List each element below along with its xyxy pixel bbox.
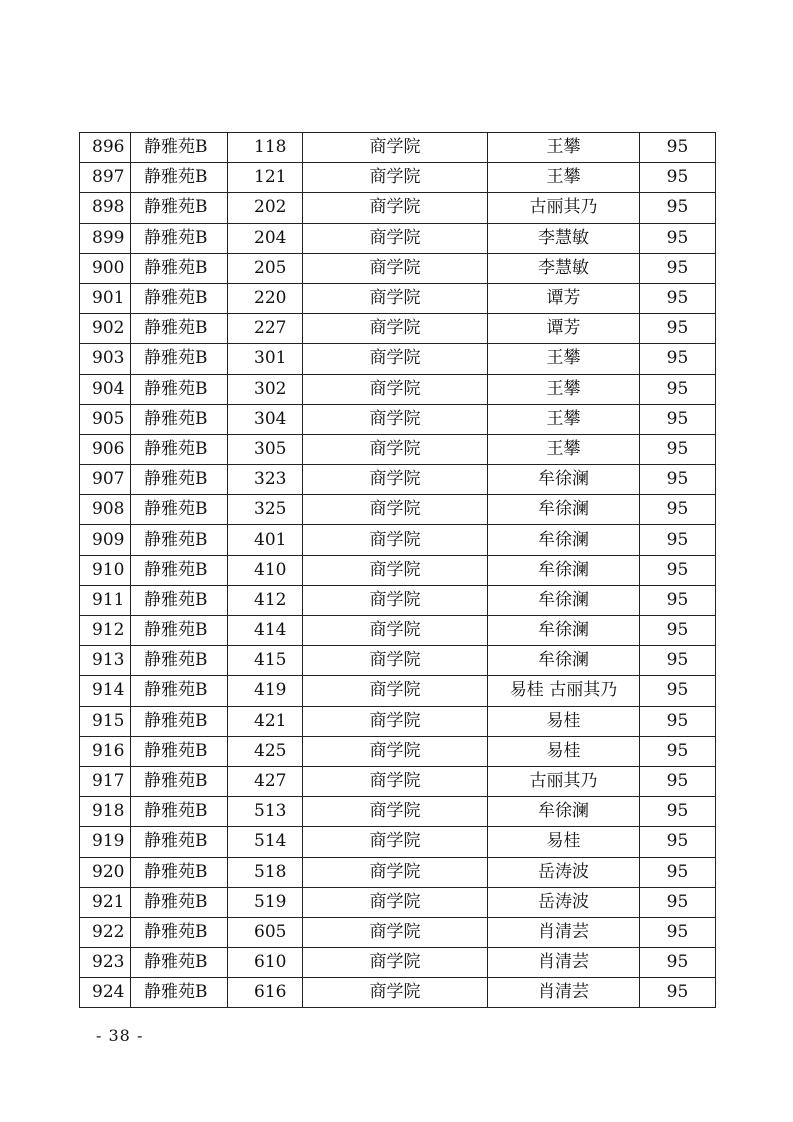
cell-number: 917	[80, 766, 131, 796]
cell-college: 商学院	[303, 525, 488, 555]
cell-building: 静雅苑B	[131, 525, 228, 555]
cell-room: 414	[228, 616, 303, 646]
cell-room: 514	[228, 827, 303, 857]
cell-number: 922	[80, 917, 131, 947]
cell-number: 923	[80, 948, 131, 978]
cell-building: 静雅苑B	[131, 948, 228, 978]
cell-college: 商学院	[303, 374, 488, 404]
table-row	[80, 404, 716, 434]
cell-number: 909	[80, 525, 131, 555]
cell-building: 静雅苑B	[131, 344, 228, 374]
cell-score: 95	[640, 797, 716, 827]
cell-number: 902	[80, 314, 131, 344]
cell-room: 323	[228, 465, 303, 495]
cell-teacher: 牟徐澜	[488, 616, 640, 646]
cell-teacher: 古丽其乃	[488, 766, 640, 796]
cell-score: 95	[640, 616, 716, 646]
cell-teacher: 易桂 古丽其乃	[488, 676, 640, 706]
cell-number: 906	[80, 434, 131, 464]
cell-room: 513	[228, 797, 303, 827]
cell-score: 95	[640, 223, 716, 253]
cell-college: 商学院	[303, 555, 488, 585]
cell-building: 静雅苑B	[131, 193, 228, 223]
cell-number: 907	[80, 465, 131, 495]
cell-teacher: 李慧敏	[488, 223, 640, 253]
table-row	[80, 555, 716, 585]
cell-building: 静雅苑B	[131, 766, 228, 796]
cell-room: 220	[228, 283, 303, 313]
cell-building: 静雅苑B	[131, 133, 228, 163]
cell-college: 商学院	[303, 887, 488, 917]
cell-number: 924	[80, 978, 131, 1008]
cell-building: 静雅苑B	[131, 253, 228, 283]
table-row	[80, 223, 716, 253]
cell-room: 325	[228, 495, 303, 525]
cell-room: 419	[228, 676, 303, 706]
cell-college: 商学院	[303, 404, 488, 434]
cell-room: 518	[228, 857, 303, 887]
cell-college: 商学院	[303, 857, 488, 887]
cell-building: 静雅苑B	[131, 736, 228, 766]
table-row	[80, 857, 716, 887]
cell-score: 95	[640, 163, 716, 193]
cell-number: 915	[80, 706, 131, 736]
cell-building: 静雅苑B	[131, 374, 228, 404]
cell-score: 95	[640, 193, 716, 223]
cell-college: 商学院	[303, 495, 488, 525]
table-row	[80, 585, 716, 615]
cell-teacher: 李慧敏	[488, 253, 640, 283]
cell-teacher: 肖清芸	[488, 917, 640, 947]
table-row	[80, 827, 716, 857]
cell-college: 商学院	[303, 827, 488, 857]
cell-teacher: 易桂	[488, 827, 640, 857]
cell-number: 903	[80, 344, 131, 374]
cell-teacher: 谭芳	[488, 314, 640, 344]
cell-score: 95	[640, 465, 716, 495]
table-row	[80, 736, 716, 766]
cell-score: 95	[640, 344, 716, 374]
cell-score: 95	[640, 706, 716, 736]
cell-number: 897	[80, 163, 131, 193]
table-row	[80, 253, 716, 283]
table-row	[80, 434, 716, 464]
cell-score: 95	[640, 917, 716, 947]
cell-college: 商学院	[303, 797, 488, 827]
cell-teacher: 谭芳	[488, 283, 640, 313]
cell-number: 896	[80, 133, 131, 163]
table-row	[80, 525, 716, 555]
cell-room: 205	[228, 253, 303, 283]
cell-room: 412	[228, 585, 303, 615]
cell-building: 静雅苑B	[131, 706, 228, 736]
cell-teacher: 牟徐澜	[488, 646, 640, 676]
cell-college: 商学院	[303, 163, 488, 193]
cell-building: 静雅苑B	[131, 163, 228, 193]
cell-building: 静雅苑B	[131, 223, 228, 253]
cell-college: 商学院	[303, 193, 488, 223]
cell-college: 商学院	[303, 917, 488, 947]
cell-teacher: 王攀	[488, 133, 640, 163]
cell-score: 95	[640, 857, 716, 887]
cell-number: 904	[80, 374, 131, 404]
cell-teacher: 肖清芸	[488, 978, 640, 1008]
cell-room: 427	[228, 766, 303, 796]
cell-college: 商学院	[303, 434, 488, 464]
cell-room: 121	[228, 163, 303, 193]
cell-room: 616	[228, 978, 303, 1008]
cell-number: 916	[80, 736, 131, 766]
cell-score: 95	[640, 374, 716, 404]
cell-building: 静雅苑B	[131, 827, 228, 857]
cell-college: 商学院	[303, 465, 488, 495]
cell-college: 商学院	[303, 766, 488, 796]
cell-score: 95	[640, 434, 716, 464]
cell-building: 静雅苑B	[131, 555, 228, 585]
cell-teacher: 牟徐澜	[488, 525, 640, 555]
cell-number: 912	[80, 616, 131, 646]
cell-building: 静雅苑B	[131, 314, 228, 344]
cell-teacher: 王攀	[488, 404, 640, 434]
cell-college: 商学院	[303, 676, 488, 706]
dormitory-score-table	[79, 132, 716, 1008]
table-body	[80, 133, 716, 1008]
cell-score: 95	[640, 525, 716, 555]
cell-building: 静雅苑B	[131, 676, 228, 706]
cell-teacher: 古丽其乃	[488, 193, 640, 223]
cell-building: 静雅苑B	[131, 616, 228, 646]
cell-room: 425	[228, 736, 303, 766]
cell-college: 商学院	[303, 585, 488, 615]
table-row	[80, 676, 716, 706]
cell-building: 静雅苑B	[131, 465, 228, 495]
cell-score: 95	[640, 585, 716, 615]
cell-score: 95	[640, 766, 716, 796]
table-row	[80, 283, 716, 313]
cell-number: 911	[80, 585, 131, 615]
cell-teacher: 牟徐澜	[488, 495, 640, 525]
cell-number: 898	[80, 193, 131, 223]
cell-room: 401	[228, 525, 303, 555]
cell-teacher: 王攀	[488, 163, 640, 193]
cell-score: 95	[640, 676, 716, 706]
cell-college: 商学院	[303, 344, 488, 374]
cell-teacher: 岳涛波	[488, 857, 640, 887]
cell-room: 202	[228, 193, 303, 223]
page-number: - 38 -	[96, 1026, 144, 1045]
cell-college: 商学院	[303, 283, 488, 313]
cell-college: 商学院	[303, 133, 488, 163]
cell-college: 商学院	[303, 736, 488, 766]
cell-teacher: 牟徐澜	[488, 585, 640, 615]
cell-score: 95	[640, 887, 716, 917]
cell-room: 605	[228, 917, 303, 947]
cell-score: 95	[640, 314, 716, 344]
cell-score: 95	[640, 827, 716, 857]
table-row	[80, 978, 716, 1008]
cell-building: 静雅苑B	[131, 797, 228, 827]
table-row	[80, 465, 716, 495]
cell-teacher: 牟徐澜	[488, 555, 640, 585]
table-row	[80, 887, 716, 917]
cell-teacher: 牟徐澜	[488, 465, 640, 495]
cell-building: 静雅苑B	[131, 646, 228, 676]
cell-score: 95	[640, 978, 716, 1008]
cell-building: 静雅苑B	[131, 978, 228, 1008]
cell-building: 静雅苑B	[131, 495, 228, 525]
cell-teacher: 牟徐澜	[488, 797, 640, 827]
cell-building: 静雅苑B	[131, 887, 228, 917]
table-row	[80, 344, 716, 374]
table-row	[80, 917, 716, 947]
cell-building: 静雅苑B	[131, 434, 228, 464]
cell-number: 918	[80, 797, 131, 827]
cell-score: 95	[640, 736, 716, 766]
table-row	[80, 133, 716, 163]
cell-score: 95	[640, 404, 716, 434]
table-row	[80, 948, 716, 978]
cell-room: 301	[228, 344, 303, 374]
cell-room: 227	[228, 314, 303, 344]
cell-teacher: 易桂	[488, 706, 640, 736]
cell-room: 304	[228, 404, 303, 434]
cell-college: 商学院	[303, 223, 488, 253]
cell-score: 95	[640, 646, 716, 676]
cell-room: 410	[228, 555, 303, 585]
cell-teacher: 王攀	[488, 344, 640, 374]
cell-college: 商学院	[303, 948, 488, 978]
table-row	[80, 163, 716, 193]
cell-number: 914	[80, 676, 131, 706]
cell-score: 95	[640, 948, 716, 978]
table-row	[80, 616, 716, 646]
table-row	[80, 706, 716, 736]
cell-room: 519	[228, 887, 303, 917]
table-row	[80, 646, 716, 676]
cell-number: 913	[80, 646, 131, 676]
cell-number: 901	[80, 283, 131, 313]
cell-college: 商学院	[303, 314, 488, 344]
cell-number: 899	[80, 223, 131, 253]
cell-college: 商学院	[303, 616, 488, 646]
cell-room: 302	[228, 374, 303, 404]
cell-teacher: 王攀	[488, 434, 640, 464]
cell-building: 静雅苑B	[131, 585, 228, 615]
table-row	[80, 766, 716, 796]
cell-room: 610	[228, 948, 303, 978]
cell-building: 静雅苑B	[131, 404, 228, 434]
table-row	[80, 797, 716, 827]
cell-college: 商学院	[303, 706, 488, 736]
cell-building: 静雅苑B	[131, 283, 228, 313]
cell-college: 商学院	[303, 646, 488, 676]
cell-number: 908	[80, 495, 131, 525]
cell-room: 118	[228, 133, 303, 163]
cell-college: 商学院	[303, 253, 488, 283]
cell-teacher: 易桂	[488, 736, 640, 766]
cell-room: 204	[228, 223, 303, 253]
cell-score: 95	[640, 133, 716, 163]
cell-number: 921	[80, 887, 131, 917]
cell-number: 919	[80, 827, 131, 857]
cell-score: 95	[640, 253, 716, 283]
table-row	[80, 314, 716, 344]
cell-building: 静雅苑B	[131, 857, 228, 887]
cell-number: 900	[80, 253, 131, 283]
cell-room: 415	[228, 646, 303, 676]
cell-number: 920	[80, 857, 131, 887]
cell-college: 商学院	[303, 978, 488, 1008]
cell-number: 910	[80, 555, 131, 585]
cell-number: 905	[80, 404, 131, 434]
table-row	[80, 374, 716, 404]
cell-score: 95	[640, 495, 716, 525]
cell-building: 静雅苑B	[131, 917, 228, 947]
cell-score: 95	[640, 283, 716, 313]
cell-teacher: 岳涛波	[488, 887, 640, 917]
table-row	[80, 495, 716, 525]
cell-teacher: 肖清芸	[488, 948, 640, 978]
cell-score: 95	[640, 555, 716, 585]
cell-teacher: 王攀	[488, 374, 640, 404]
cell-room: 421	[228, 706, 303, 736]
table-row	[80, 193, 716, 223]
cell-room: 305	[228, 434, 303, 464]
